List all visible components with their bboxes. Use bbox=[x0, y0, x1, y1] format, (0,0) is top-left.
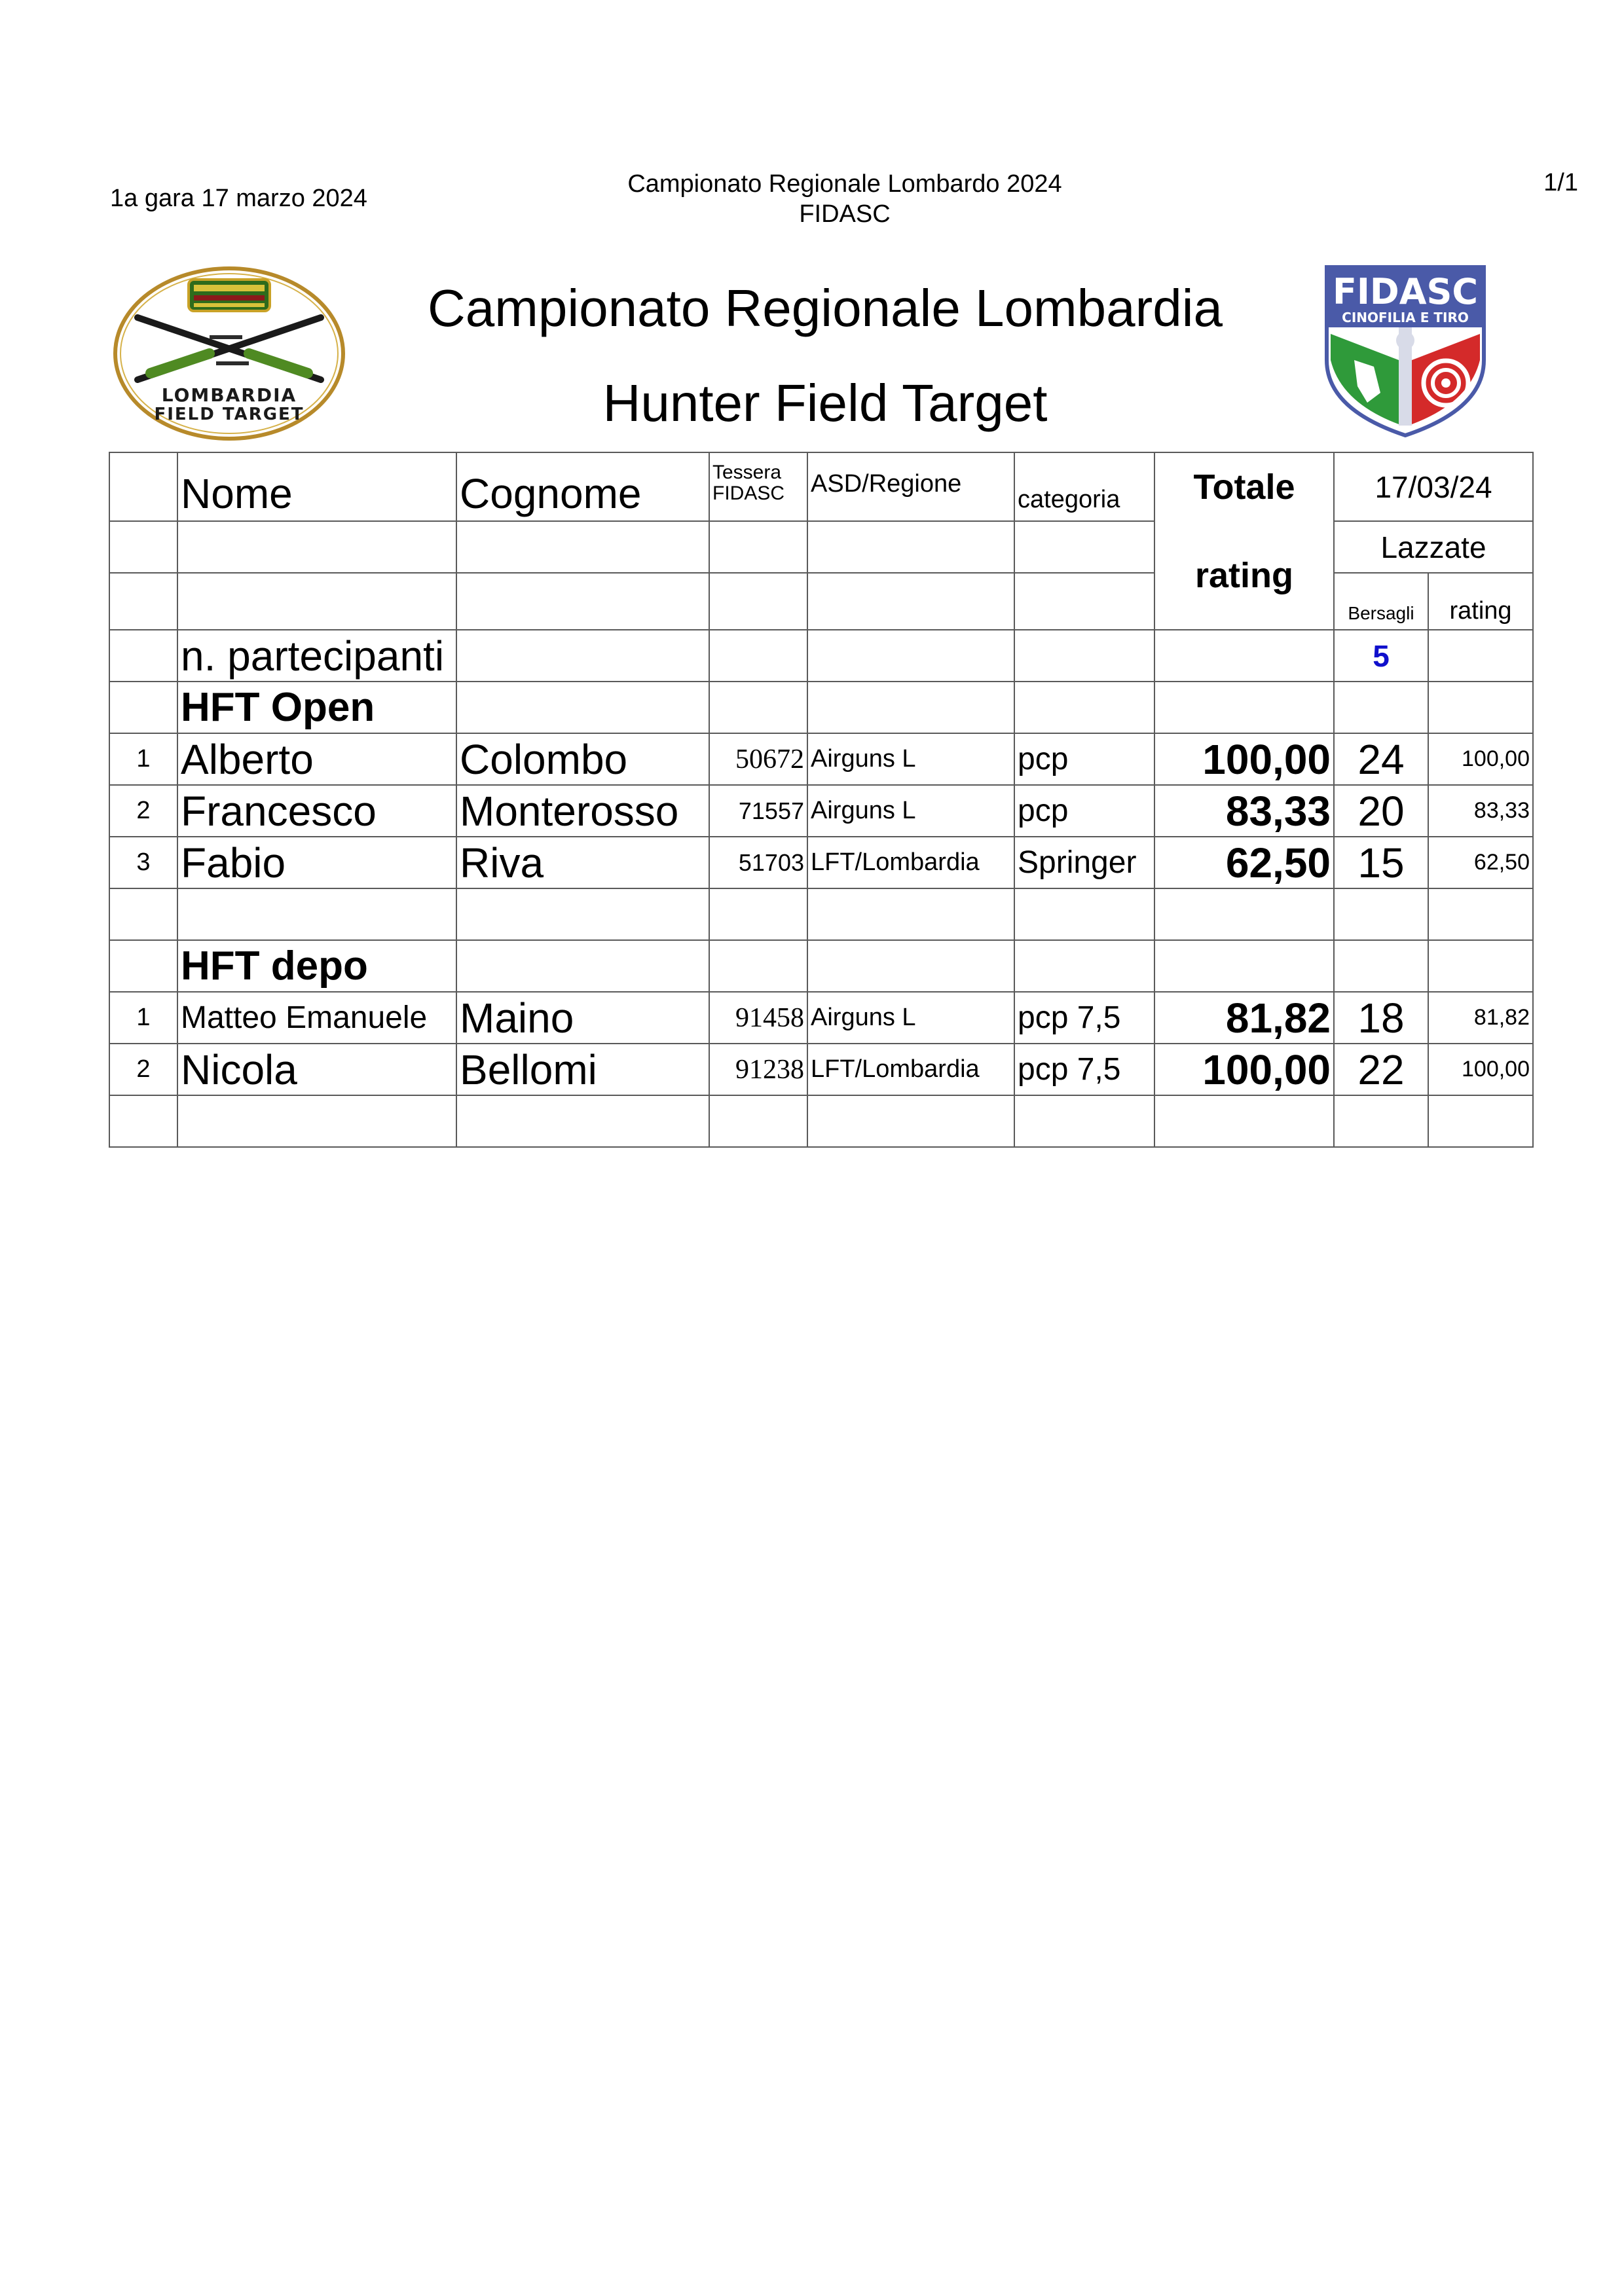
row-cognome: Colombo bbox=[456, 733, 709, 785]
row-asd: Airguns L bbox=[807, 992, 1014, 1044]
header-tessera-line1: Tessera bbox=[712, 462, 782, 483]
fidasc-shield-graphic bbox=[1321, 262, 1489, 439]
row-asd: LFT/Lombardia bbox=[807, 1044, 1014, 1095]
row-totale: 100,00 bbox=[1154, 1044, 1334, 1095]
header-rating-sub: rating bbox=[1428, 573, 1533, 630]
row-categoria: Springer bbox=[1014, 837, 1154, 888]
row-tessera: 51703 bbox=[709, 837, 807, 888]
row-position: 1 bbox=[109, 733, 177, 785]
group-row bbox=[109, 940, 1533, 992]
row-position: 2 bbox=[109, 1044, 177, 1095]
header-totale: Totale bbox=[1154, 452, 1334, 521]
row-categoria: pcp 7,5 bbox=[1014, 992, 1154, 1044]
header-bersagli: Bersagli bbox=[1334, 573, 1428, 630]
lombardia-field-target-logo bbox=[111, 265, 347, 442]
row-rating: 100,00 bbox=[1428, 1044, 1533, 1095]
row-tessera: 50672 bbox=[709, 733, 807, 785]
row-cognome: Riva bbox=[456, 837, 709, 888]
row-totale: 83,33 bbox=[1154, 785, 1334, 837]
table-row bbox=[109, 992, 1533, 1044]
row-nome: Nicola bbox=[177, 1044, 456, 1095]
group-title-hft-depo: HFT depo bbox=[177, 940, 456, 992]
row-categoria: pcp 7,5 bbox=[1014, 1044, 1154, 1095]
participants-label: n. partecipanti bbox=[177, 630, 456, 682]
results-table bbox=[109, 452, 1534, 1148]
row-bersagli: 15 bbox=[1334, 837, 1428, 888]
row-totale: 62,50 bbox=[1154, 837, 1334, 888]
row-cognome: Monterosso bbox=[456, 785, 709, 837]
table-row bbox=[109, 1044, 1533, 1095]
fidasc-logo-subtext: CINOFILIA E TIRO bbox=[1342, 310, 1469, 325]
row-bersagli: 20 bbox=[1334, 785, 1428, 837]
row-rating: 83,33 bbox=[1428, 785, 1533, 837]
row-asd: Airguns L bbox=[807, 733, 1014, 785]
header-row bbox=[109, 452, 1533, 521]
participants-row bbox=[109, 630, 1533, 682]
header-row-2 bbox=[109, 521, 1533, 573]
row-position: 3 bbox=[109, 837, 177, 888]
row-bersagli: 24 bbox=[1334, 733, 1428, 785]
logo-text-lombardia: LOMBARDIA bbox=[161, 384, 297, 406]
header-categoria: categoria bbox=[1014, 452, 1154, 521]
lombardia-logo-graphic bbox=[111, 265, 347, 442]
row-asd: LFT/Lombardia bbox=[807, 837, 1014, 888]
group-title-hft-open: HFT Open bbox=[177, 682, 456, 733]
sub-title: Hunter Field Target bbox=[602, 374, 1048, 432]
logo-text-field-target: FIELD TARGET bbox=[154, 405, 304, 424]
row-nome: Fabio bbox=[177, 837, 456, 888]
row-totale: 100,00 bbox=[1154, 733, 1334, 785]
row-nome: Francesco bbox=[177, 785, 456, 837]
main-title: Campionato Regionale Lombardia bbox=[427, 279, 1223, 337]
header-center-line2: FIDASC bbox=[799, 200, 891, 228]
row-categoria: pcp bbox=[1014, 785, 1154, 837]
row-asd: Airguns L bbox=[807, 785, 1014, 837]
header-left-text: 1a gara 17 marzo 2024 bbox=[110, 185, 367, 212]
fidasc-logo-text: FIDASC bbox=[1332, 271, 1479, 312]
page-number: 1/1 bbox=[1543, 169, 1578, 196]
row-cognome: Maino bbox=[456, 992, 709, 1044]
header-date: 17/03/24 bbox=[1334, 452, 1533, 521]
table-row bbox=[109, 733, 1533, 785]
header-tessera-line2: FIDASC bbox=[712, 483, 785, 504]
header-asd: ASD/Regione bbox=[807, 452, 1014, 521]
fidasc-logo bbox=[1321, 262, 1489, 439]
row-rating: 62,50 bbox=[1428, 837, 1533, 888]
table-row bbox=[109, 785, 1533, 837]
header-tessera bbox=[709, 452, 807, 521]
table-row bbox=[109, 837, 1533, 888]
header-rating: rating bbox=[1154, 521, 1334, 630]
row-categoria: pcp bbox=[1014, 733, 1154, 785]
participants-count: 5 bbox=[1334, 630, 1428, 682]
header-center-line1: Campionato Regionale Lombardo 2024 bbox=[627, 170, 1062, 198]
row-totale: 81,82 bbox=[1154, 992, 1334, 1044]
row-tessera: 91458 bbox=[709, 992, 807, 1044]
header-center bbox=[550, 169, 1139, 229]
row-rating: 81,82 bbox=[1428, 992, 1533, 1044]
row-position: 2 bbox=[109, 785, 177, 837]
header-nome: Nome bbox=[177, 452, 456, 521]
row-nome: Matteo Emanuele bbox=[177, 992, 456, 1044]
row-position: 1 bbox=[109, 992, 177, 1044]
header-cognome: Cognome bbox=[456, 452, 709, 521]
row-bersagli: 22 bbox=[1334, 1044, 1428, 1095]
row-cognome: Bellomi bbox=[456, 1044, 709, 1095]
header-pos-cell bbox=[109, 452, 177, 521]
header-location: Lazzate bbox=[1334, 521, 1533, 573]
row-tessera: 71557 bbox=[709, 785, 807, 837]
empty-row bbox=[109, 1095, 1533, 1147]
row-tessera: 91238 bbox=[709, 1044, 807, 1095]
row-nome: Alberto bbox=[177, 733, 456, 785]
empty-row bbox=[109, 888, 1533, 940]
row-bersagli: 18 bbox=[1334, 992, 1428, 1044]
row-rating: 100,00 bbox=[1428, 733, 1533, 785]
group-row bbox=[109, 682, 1533, 733]
